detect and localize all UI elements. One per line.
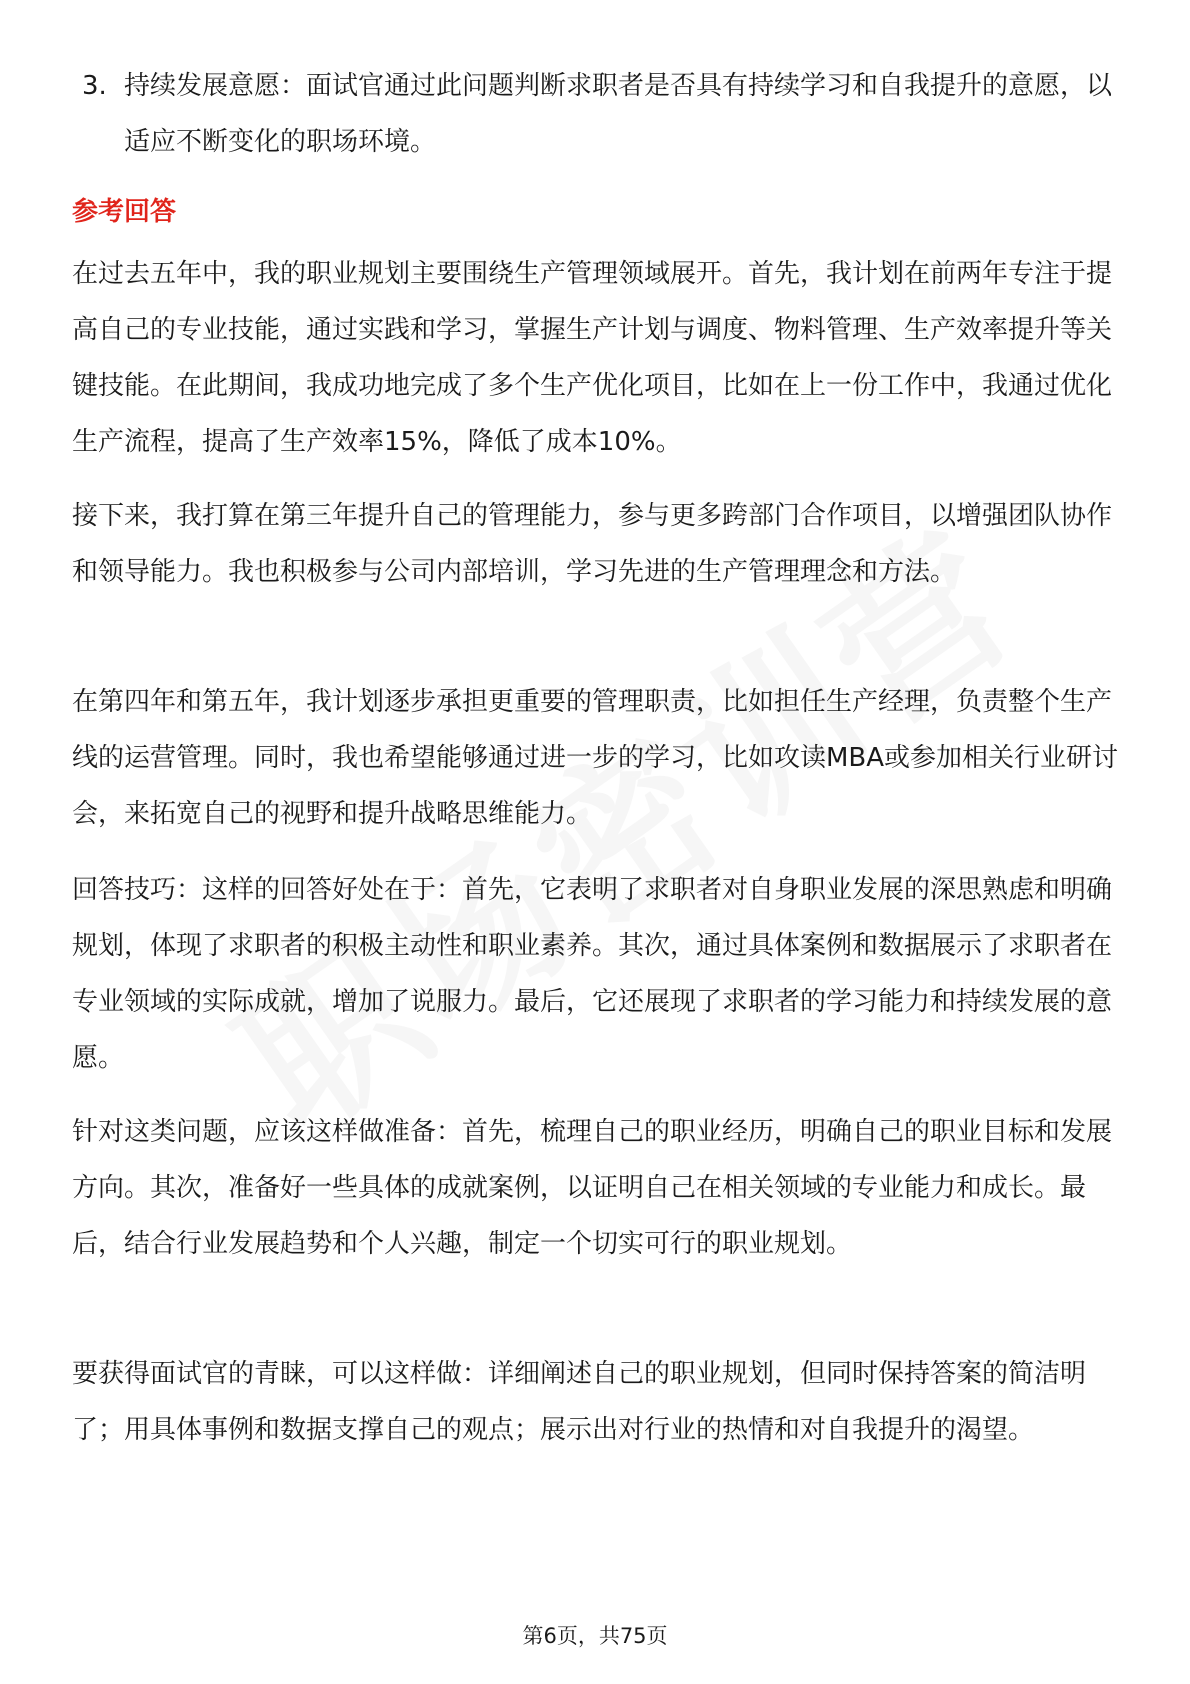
paragraph-answer-year-three: 接下来，我打算在第三年提升自己的管理能力，参与更多跨部门合作项目，以增强团队协作和领导能力。我也积极参与公司内部培训，学习先进的生产管理理念和方法。	[72, 501, 1113, 587]
list-item	[82, 58, 1122, 170]
paragraph-answer-tips: 回答技巧：这样的回答好处在于：首先，它表明了求职者对自身职业发展的深思熟虑和明确规划，体现了求职者的积极主动性和职业素养。其次，通过具体案例和数据展示了求职者在专业领域的实际成就，增加了说服力。最后，它还展现了求职者的学习能力和持续发展的意愿。	[72, 875, 1113, 1073]
section-heading: 参考回答	[72, 197, 177, 227]
paragraph-preparation: 针对这类问题，应该这样做准备：首先，梳理自己的职业经历，明确自己的职业目标和发展方向。其次，准备好一些具体的成就案例，以证明自己在相关领域的专业能力和成长。最后，结合行业发展趋势和个人兴趣，制定一个切实可行的职业规划。	[72, 1117, 1113, 1259]
page-footer: 第6页，共75页	[522, 1624, 668, 1648]
paragraph-impress-interviewer: 要获得面试官的青睐，可以这样做：详细阐述自己的职业规划，但同时保持答案的简洁明了；用具体事例和数据支撑自己的观点；展示出对行业的热情和对自我提升的渴望。	[72, 1359, 1087, 1445]
list-text: 持续发展意愿：面试官通过此问题判断求职者是否具有持续学习和自我提升的意愿，以适应不断变化的职场环境。	[124, 71, 1113, 157]
paragraph-answer-intro: 在过去五年中，我的职业规划主要围绕生产管理领域展开。首先，我计划在前两年专注于提高自己的专业技能，通过实践和学习，掌握生产计划与调度、物料管理、生产效率提升等关键技能。在此期间，我成功地完成了多个生产优化项目，比如在上一份工作中，我通过优化生产流程，提高了生产效率15%，降低了成本10%。	[72, 259, 1113, 457]
list-number: 3.	[82, 71, 107, 101]
paragraph-answer-years-four-five: 在第四年和第五年，我计划逐步承担更重要的管理职责，比如担任生产经理，负责整个生产线的运营管理。同时，我也希望能够通过进一步的学习，比如攻读MBA或参加相关行业研讨会，来拓宽自己的视野和提升战略思维能力。	[72, 687, 1119, 829]
